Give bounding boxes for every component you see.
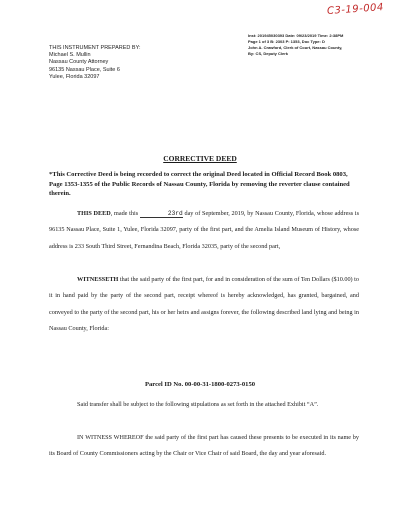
transfer-paragraph: Said transfer shall be subject to the following stipulations as set forth in the attached Exhibit “A”. xyxy=(77,401,319,408)
day-field: 23rd xyxy=(140,210,183,218)
recording-line: Inst: 201945030393 Date: 09/23/2019 Time: 2:38PM xyxy=(248,33,344,38)
deed-paragraph xyxy=(49,206,359,255)
witness-whereof-paragraph: IN WITNESS WHEREOF the said party of the first part has caused these presents to be executed in its name by its Board of County Commissioners acting by the Chair or Vice Chair of said Board, the day and year aforesaid. xyxy=(49,434,359,458)
witnesseth-text: that the said party of the first part, for and in consideration of the sum of Ten Dollars ($10.00) to it in hand paid by the party of the second part, receipt whereof is hereby acknowledged, has granted, bargained, and conveyed to the party of the second part, his or her heirs and assigns forever, the following described land lying and being in Nassau County, Florida: xyxy=(49,276,359,333)
deed-text: , made this xyxy=(110,210,139,217)
preparer-name: Michael S. Mullin xyxy=(49,52,91,59)
witnesseth-paragraph xyxy=(49,272,359,338)
preparer-block xyxy=(49,45,140,81)
witnesseth-lead: WITNESSETH xyxy=(77,276,119,283)
document-title: CORRECTIVE DEED xyxy=(163,154,237,163)
preparer-heading: THIS INSTRUMENT PREPARED BY: xyxy=(49,45,141,51)
recording-line: By: CS, Deputy Clerk xyxy=(248,51,289,56)
preparer-address: 96135 Nassau Place, Suite 6 xyxy=(49,66,120,73)
handwritten-note: C3-19-004 xyxy=(326,2,385,17)
recording-line: John A. Crawford, Clerk of Court, Nassau County, xyxy=(248,45,343,50)
parcel-id: Parcel ID No. 00-00-31-1800-0273-0150 xyxy=(144,381,256,388)
deed-text: day of September, 2019, by Nassau County, Florida, whose address is 96135 Nassau Place, Suite 1, Yulee, Florida 32097, party of the first part, and the Amelia Island Museum of History, whose address is 233 South Third Street, Fernandina Beach, Florida 32035, party of the second part, xyxy=(49,210,360,250)
recording-stamp xyxy=(248,33,398,57)
corrective-notice: *This Corrective Deed is being recorded to correct the original Deed located in Official Record Book 0803, Page 1353-1355 of the Public Records of Nassau County, Florida by removing the reverter clause contained therein. xyxy=(49,171,350,198)
preparer-title: Nassau County Attorney xyxy=(49,59,109,66)
recording-line: Page 1 of 3 B: 2303 P: 1353, Doc Type: D xyxy=(248,39,325,44)
deed-lead: THIS DEED xyxy=(77,210,111,217)
preparer-address: Yulee, Florida 32097 xyxy=(49,73,100,80)
